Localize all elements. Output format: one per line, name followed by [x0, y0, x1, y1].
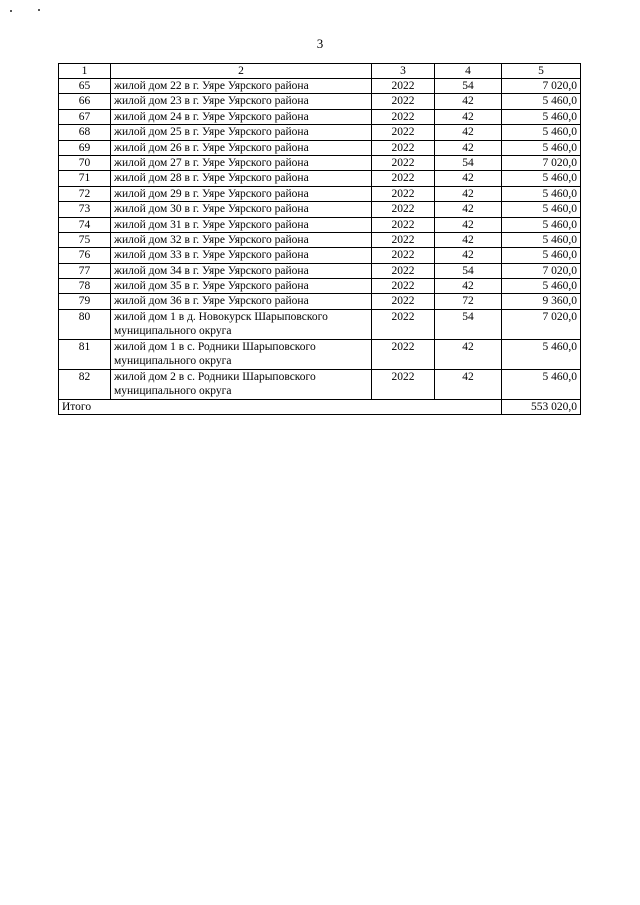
year-cell: 2022 [372, 186, 435, 201]
quantity-cell: 42 [435, 125, 502, 140]
object-name: жилой дом 32 в г. Уяре Уярского района [111, 232, 372, 247]
table-row [59, 79, 581, 94]
table-row [59, 140, 581, 155]
quantity-cell: 42 [435, 339, 502, 369]
object-name: жилой дом 30 в г. Уяре Уярского района [111, 202, 372, 217]
row-number: 82 [59, 369, 111, 399]
row-number: 70 [59, 155, 111, 170]
data-table [58, 63, 581, 415]
year-cell: 2022 [372, 109, 435, 124]
table-row [59, 294, 581, 309]
column-header: 5 [502, 64, 581, 79]
row-number: 71 [59, 171, 111, 186]
quantity-cell: 54 [435, 155, 502, 170]
object-name: жилой дом 1 в д. Новокурск Шарыповского муниципального округа [111, 309, 372, 339]
row-number: 65 [59, 79, 111, 94]
amount-cell: 5 460,0 [502, 248, 581, 263]
object-name: жилой дом 29 в г. Уяре Уярского района [111, 186, 372, 201]
column-header: 1 [59, 64, 111, 79]
amount-cell: 5 460,0 [502, 94, 581, 109]
quantity-cell: 42 [435, 94, 502, 109]
table-row [59, 232, 581, 247]
amount-cell: 5 460,0 [502, 125, 581, 140]
table-row [59, 309, 581, 339]
year-cell: 2022 [372, 309, 435, 339]
object-name: жилой дом 23 в г. Уяре Уярского района [111, 94, 372, 109]
column-header: 4 [435, 64, 502, 79]
row-number: 69 [59, 140, 111, 155]
row-number: 79 [59, 294, 111, 309]
object-name: жилой дом 26 в г. Уяре Уярского района [111, 140, 372, 155]
table-row [59, 186, 581, 201]
table-row [59, 248, 581, 263]
quantity-cell: 42 [435, 202, 502, 217]
year-cell: 2022 [372, 217, 435, 232]
amount-cell: 5 460,0 [502, 217, 581, 232]
table-row [59, 94, 581, 109]
row-number: 75 [59, 232, 111, 247]
quantity-cell: 42 [435, 186, 502, 201]
row-number: 80 [59, 309, 111, 339]
year-cell: 2022 [372, 140, 435, 155]
quantity-cell: 42 [435, 232, 502, 247]
quantity-cell: 42 [435, 279, 502, 294]
total-label: Итого [59, 399, 502, 414]
year-cell: 2022 [372, 248, 435, 263]
year-cell: 2022 [372, 202, 435, 217]
table-row [59, 263, 581, 278]
object-name: жилой дом 1 в с. Родники Шарыповского муниципального округа [111, 339, 372, 369]
year-cell: 2022 [372, 279, 435, 294]
amount-cell: 7 020,0 [502, 79, 581, 94]
row-number: 77 [59, 263, 111, 278]
table-row [59, 217, 581, 232]
row-number: 81 [59, 339, 111, 369]
table-header-row [59, 64, 581, 79]
table-row [59, 339, 581, 369]
total-amount: 553 020,0 [502, 399, 581, 414]
year-cell: 2022 [372, 79, 435, 94]
row-number: 73 [59, 202, 111, 217]
table-row [59, 202, 581, 217]
quantity-cell: 72 [435, 294, 502, 309]
quantity-cell: 42 [435, 248, 502, 263]
amount-cell: 5 460,0 [502, 202, 581, 217]
amount-cell: 5 460,0 [502, 109, 581, 124]
amount-cell: 5 460,0 [502, 232, 581, 247]
column-header: 2 [111, 64, 372, 79]
object-name: жилой дом 27 в г. Уяре Уярского района [111, 155, 372, 170]
column-header: 3 [372, 64, 435, 79]
object-name: жилой дом 35 в г. Уяре Уярского района [111, 279, 372, 294]
amount-cell: 5 460,0 [502, 279, 581, 294]
scan-speck [38, 9, 40, 11]
year-cell: 2022 [372, 232, 435, 247]
object-name: жилой дом 36 в г. Уяре Уярского района [111, 294, 372, 309]
object-name: жилой дом 34 в г. Уяре Уярского района [111, 263, 372, 278]
table-body [59, 79, 581, 400]
year-cell: 2022 [372, 369, 435, 399]
amount-cell: 7 020,0 [502, 263, 581, 278]
row-number: 66 [59, 94, 111, 109]
year-cell: 2022 [372, 94, 435, 109]
year-cell: 2022 [372, 125, 435, 140]
quantity-cell: 42 [435, 140, 502, 155]
table-row [59, 279, 581, 294]
total-row [59, 399, 581, 414]
object-name: жилой дом 24 в г. Уяре Уярского района [111, 109, 372, 124]
row-number: 68 [59, 125, 111, 140]
amount-cell: 5 460,0 [502, 140, 581, 155]
row-number: 76 [59, 248, 111, 263]
object-name: жилой дом 28 в г. Уяре Уярского района [111, 171, 372, 186]
object-name: жилой дом 2 в с. Родники Шарыповского муниципального округа [111, 369, 372, 399]
quantity-cell: 42 [435, 217, 502, 232]
table-row [59, 171, 581, 186]
amount-cell: 7 020,0 [502, 309, 581, 339]
object-name: жилой дом 22 в г. Уяре Уярского района [111, 79, 372, 94]
year-cell: 2022 [372, 155, 435, 170]
object-name: жилой дом 31 в г. Уяре Уярского района [111, 217, 372, 232]
quantity-cell: 54 [435, 79, 502, 94]
table-row [59, 125, 581, 140]
amount-cell: 5 460,0 [502, 339, 581, 369]
table-row [59, 155, 581, 170]
scan-speck [10, 10, 12, 12]
object-name: жилой дом 33 в г. Уяре Уярского района [111, 248, 372, 263]
amount-cell: 5 460,0 [502, 171, 581, 186]
row-number: 72 [59, 186, 111, 201]
amount-cell: 5 460,0 [502, 369, 581, 399]
year-cell: 2022 [372, 171, 435, 186]
quantity-cell: 42 [435, 109, 502, 124]
year-cell: 2022 [372, 339, 435, 369]
quantity-cell: 54 [435, 263, 502, 278]
quantity-cell: 54 [435, 309, 502, 339]
amount-cell: 7 020,0 [502, 155, 581, 170]
year-cell: 2022 [372, 294, 435, 309]
object-name: жилой дом 25 в г. Уяре Уярского района [111, 125, 372, 140]
amount-cell: 9 360,0 [502, 294, 581, 309]
quantity-cell: 42 [435, 369, 502, 399]
page-number: 3 [316, 36, 324, 51]
row-number: 67 [59, 109, 111, 124]
year-cell: 2022 [372, 263, 435, 278]
row-number: 78 [59, 279, 111, 294]
table-row [59, 369, 581, 399]
amount-cell: 5 460,0 [502, 186, 581, 201]
row-number: 74 [59, 217, 111, 232]
quantity-cell: 42 [435, 171, 502, 186]
table-row [59, 109, 581, 124]
